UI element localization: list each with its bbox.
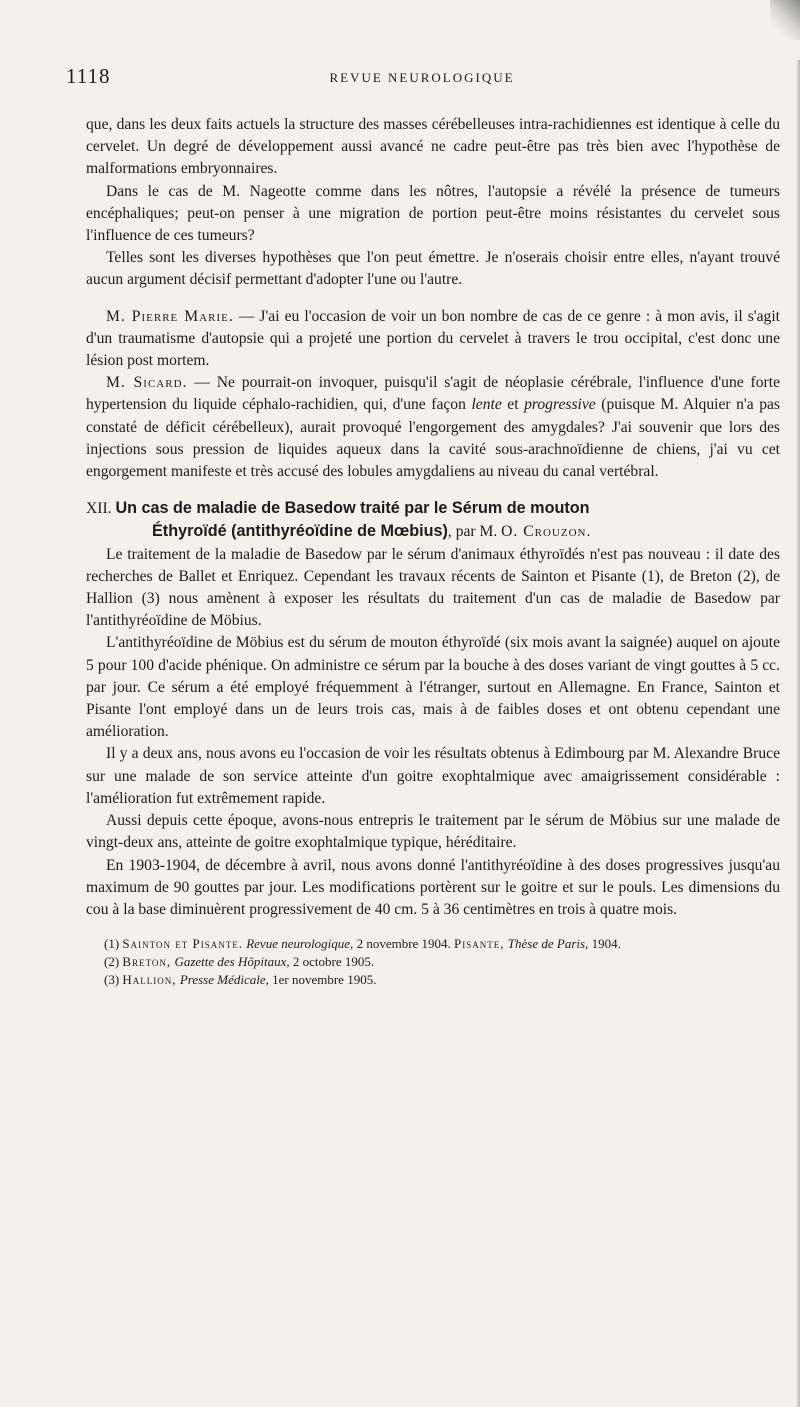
footnote-3-date: 1er novembre 1905. [268,972,377,988]
section-title-line-1: Un cas de maladie de Basedow traité par le Sérum de mouton [115,499,590,518]
sicard-italic-progressive: progressive [524,396,596,414]
footnote-2-author: Breton, [122,954,172,970]
running-title: REVUE NEUROLOGIQUE [329,70,515,85]
scan-page-edge [796,60,800,1407]
footnote-1-year: 1904. [588,936,621,952]
footnote-1-journal: Revue neurologique, [242,936,354,952]
section-paragraph: En 1903-1904, de décembre à avril, nous avons donné l'antithyréoïdine à des doses progressives jusqu'au maximum de 90 gouttes par jour. Les modifications portèrent sur le goitre et sur le pouls. Les dimensions du cou à la base diminuèrent progressivement de 40 cm. 5 à 36 centimètres en trois à quatre mois. [86,856,780,918]
sicard-remark-part-1: — Ne pourrait-on invoquer, puisqu'il s'agit de néoplasie cérébrale, l'influence d'une forte hypertension du liquide céphalo-rachidien, qui, d'une façon [86,374,780,414]
article-body [86,114,780,989]
footnote-1-date: 2 novembre 1904. [353,936,455,952]
footnote-2-date: 2 octobre 1905. [289,954,375,970]
speaker-marie: M. Pierre Marie. [106,307,234,325]
footnote-1 [86,935,780,953]
sicard-remark-part-3: (puisque M. Alquier n'a pas constaté de déficit cérébelleux), aurait provoqué l'engorgement des amygdales? J'ai souvenir que lors des injections sous pression de liquides aqueux dans la cavité sous-arachnoïdienne de chiens, j'ai vu cet engorgement manifeste et très accusé des lobules amygdaliens au niveau du canal vertébral. [86,396,780,481]
speaker-sicard: M. Sicard. [106,374,188,392]
section-heading [86,497,780,543]
section-number: XII. [86,500,112,518]
footnote-3-mark: (3) [104,972,123,988]
footnote-2 [86,953,780,971]
footnote-3-journal: Presse Médicale, [176,972,269,988]
marie-remark: — J'ai eu l'occasion de voir un bon nombre de cas de ce genre : à mon avis, il s'agit d'un traumatisme d'autopsie qui a projeté une portion du cervelet à travers le trou occipital, c'est donc une lésion post mortem. [86,307,780,370]
section-paragraph: Il y a deux ans, nous avons eu l'occasion de voir les résultats obtenus à Edimbourg par M. Alexandre Bruce sur une malade de son service atteinte d'un goitre exophtalmique avec amaigrissement considérable : l'amélioration fut extrêmement rapide. [86,745,780,807]
paragraph-nageotte: Dans le cas de M. Nageotte comme dans les nôtres, l'autopsie a révélé la présence de tumeurs encéphaliques; peut-on penser à une migration de portion peut-être moins résistantes du cervelet sous l'influence de ces tumeurs? [86,182,780,245]
footnote-3 [86,971,780,989]
footnote-1-author-2: Pisante, [454,936,505,952]
footnote-1-thesis: Thèse de Paris, [504,936,589,952]
footnote-1-author: Sainton et Pisante. [122,936,243,952]
sicard-italic-lente: lente [471,396,502,414]
section-paragraph: Le traitement de la maladie de Basedow par le sérum d'animaux éthyroïdés n'est pas nouveau : il date des recherches de Ballet et Enriquez. Cependant les travaux récents de Sainton et Pisante (1), de Breton (2), de Hallion (3) nous amènent à exposer les résultats du traitement d'un cas de maladie de Basedow par l'antithyréoïdine de Möbius. [86,545,780,630]
discussion-sicard [86,372,780,483]
footnotes [86,935,780,989]
section-title-line-2: Éthyroïdé (antithyréoïdine de Mœbius) [152,522,448,541]
scan-corner-smudge [770,0,800,40]
footnote-3-author: Hallion, [122,972,177,988]
footnote-2-journal: Gazette des Hôpitaux, [171,954,290,970]
discussion-marie [86,306,780,373]
section-paragraph: Aussi depuis cette époque, avons-nous entrepris le traitement par le sérum de Möbius sur une malade de vingt-deux ans, atteinte de goitre exophtalmique typique, héréditaire. [86,812,780,852]
section-author: O. Crouzon. [501,523,592,541]
sicard-remark-part-2: et [501,396,525,414]
footnote-1-mark: (1) [104,936,123,952]
footnote-2-mark: (2) [104,954,123,970]
paragraph-continuation: que, dans les deux faits actuels la structure des masses cérébelleuses intra-rachidiennes est identique à celle du cervelet. Un degré de développement aussi avancé ne cadre peut-être pas très bien avec l'hypothèse de malformations embryonnaires. [86,116,780,178]
paragraph-hypotheses: Telles sont les diverses hypothèses que l'on peut émettre. Je n'oserais choisir entre elles, n'ayant trouvé aucun argument décisif permettant d'adopter l'une ou l'autre. [86,249,780,289]
section-paragraph: L'antithyréoïdine de Möbius est du sérum de mouton éthyroïdé (six mois avant la saignée) auquel on ajoute 5 pour 100 d'acide phénique. On administre ce sérum par la bouche à des doses variant de vingt gouttes à 5 cc. par jour. Ce sérum a été employé fréquemment à l'étranger, surtout en Allemagne. En France, Sainton et Pisante l'ont employé dans un de leurs trois cas, mais à de faibles doses et ont obtenu cependant une amélioration. [86,634,780,741]
section-by: , par M. [447,523,502,541]
page-number: 1118 [66,64,111,88]
page-header [66,64,778,90]
